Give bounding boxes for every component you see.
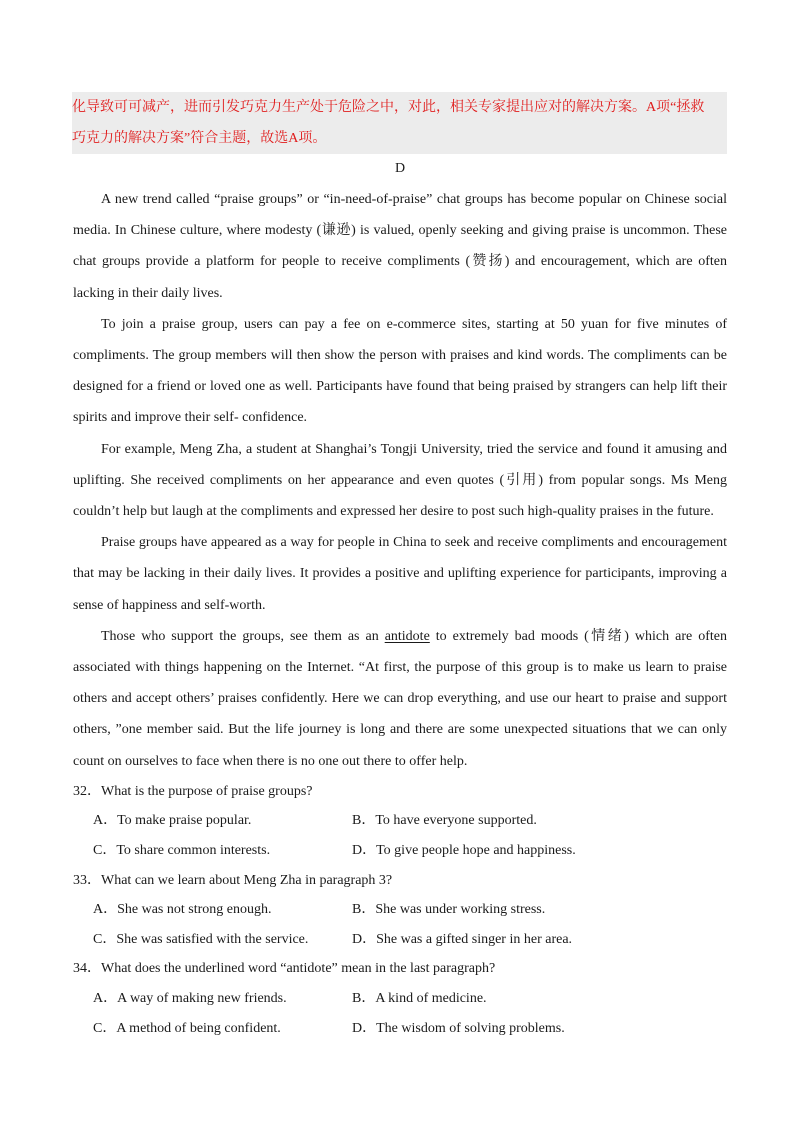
passage-paragraph-1: A new trend called “praise groups” or “in-need-of-praise” chat groups has become popular on Chinese social media. In Chinese culture, where modesty (谦逊) is valued, openly seeking and giving praise is uncommon. These chat groups provide a platform for people to receive compliments (赞扬) and encouragement, which are often lacking in their daily lives. [73, 192, 727, 301]
underlined-word-antidote: antidote [384, 628, 430, 644]
option-a: A．She was not strong enough. [93, 902, 272, 918]
option-d: D．The wisdom of solving problems. [352, 1020, 565, 1036]
question-stem: 32．What is the purpose of praise groups? [73, 783, 313, 799]
answer-options [73, 895, 727, 954]
question-stem: 34．What does the underlined word “antidote” mean in the last paragraph? [73, 961, 496, 977]
option-a: A．A way of making new friends. [93, 991, 287, 1007]
document-page [73, 92, 727, 1043]
option-c: C．To share common interests. [93, 843, 271, 859]
option-b: B．She was under working stress. [352, 902, 546, 918]
option-d: D．She was a gifted singer in her area. [352, 931, 573, 947]
option-b: B．A kind of medicine. [352, 991, 487, 1007]
question-stem: 33．What can we learn about Meng Zha in paragraph 3? [73, 872, 393, 888]
answer-options [73, 984, 727, 1043]
question-33 [73, 866, 727, 955]
option-b: B．To have everyone supported. [352, 813, 537, 829]
paragraph-5-start: Those who support the groups, see them as an [101, 628, 385, 644]
paragraph-5-rest: to extremely bad moods (情绪) which are often associated with things happening on the Internet. “At first, the purpose of this group is to make us learn to praise others and accept others’ praises confidently. Here we can drop everything, and use our heart to praise and support others, ”one member said. But the life journey is long and there are some unexpected situations that we can only count on ourselves to face when there is no one out there to offer help. [73, 628, 727, 769]
answer-explanation [72, 92, 727, 154]
answer-line-1: 化导致可可减产，进而引发巧克力生产处于危险之中，对此，相关专家提出应对的解决方案。A项“拯救 [72, 100, 705, 115]
option-a: A．To make praise popular. [93, 813, 252, 829]
answer-line-2: 巧克力的解决方案”符合主题，故选A项。 [72, 131, 327, 146]
option-c: C．She was satisfied with the service. [93, 931, 309, 947]
passage-paragraph-4: Praise groups have appeared as a way for people in China to seek and receive compliments and encouragement that may be lacking in their daily lives. It provides a positive and uplifting experience for participants, improving a sense of happiness and self-worth. [73, 535, 727, 613]
question-32 [73, 777, 727, 866]
section-heading: D [394, 161, 406, 176]
question-34 [73, 954, 727, 1043]
passage-paragraph-2: To join a praise group, users can pay a fee on e-commerce sites, starting at 50 yuan for five minutes of compliments. The group members will then show the person with praises and kind words. The compliments can be designed for a friend or loved one as well. Participants have found that being praised by strangers can help lift their spirits and improve their self- confidence. [73, 316, 727, 426]
answer-options [73, 806, 727, 865]
passage-paragraph-5 [73, 621, 727, 777]
option-c: C．A method of being confident. [93, 1020, 281, 1036]
passage-paragraph-3: For example, Meng Zha, a student at Shanghai’s Tongji University, tried the service and found it amusing and uplifting. She received compliments on her appearance and even quotes (引用) from popular songs. Ms Meng couldn’t help but laugh at the compliments and expressed her desire to post such high-quality praises in the future. [73, 441, 727, 520]
option-d: D．To give people hope and happiness. [352, 843, 576, 859]
